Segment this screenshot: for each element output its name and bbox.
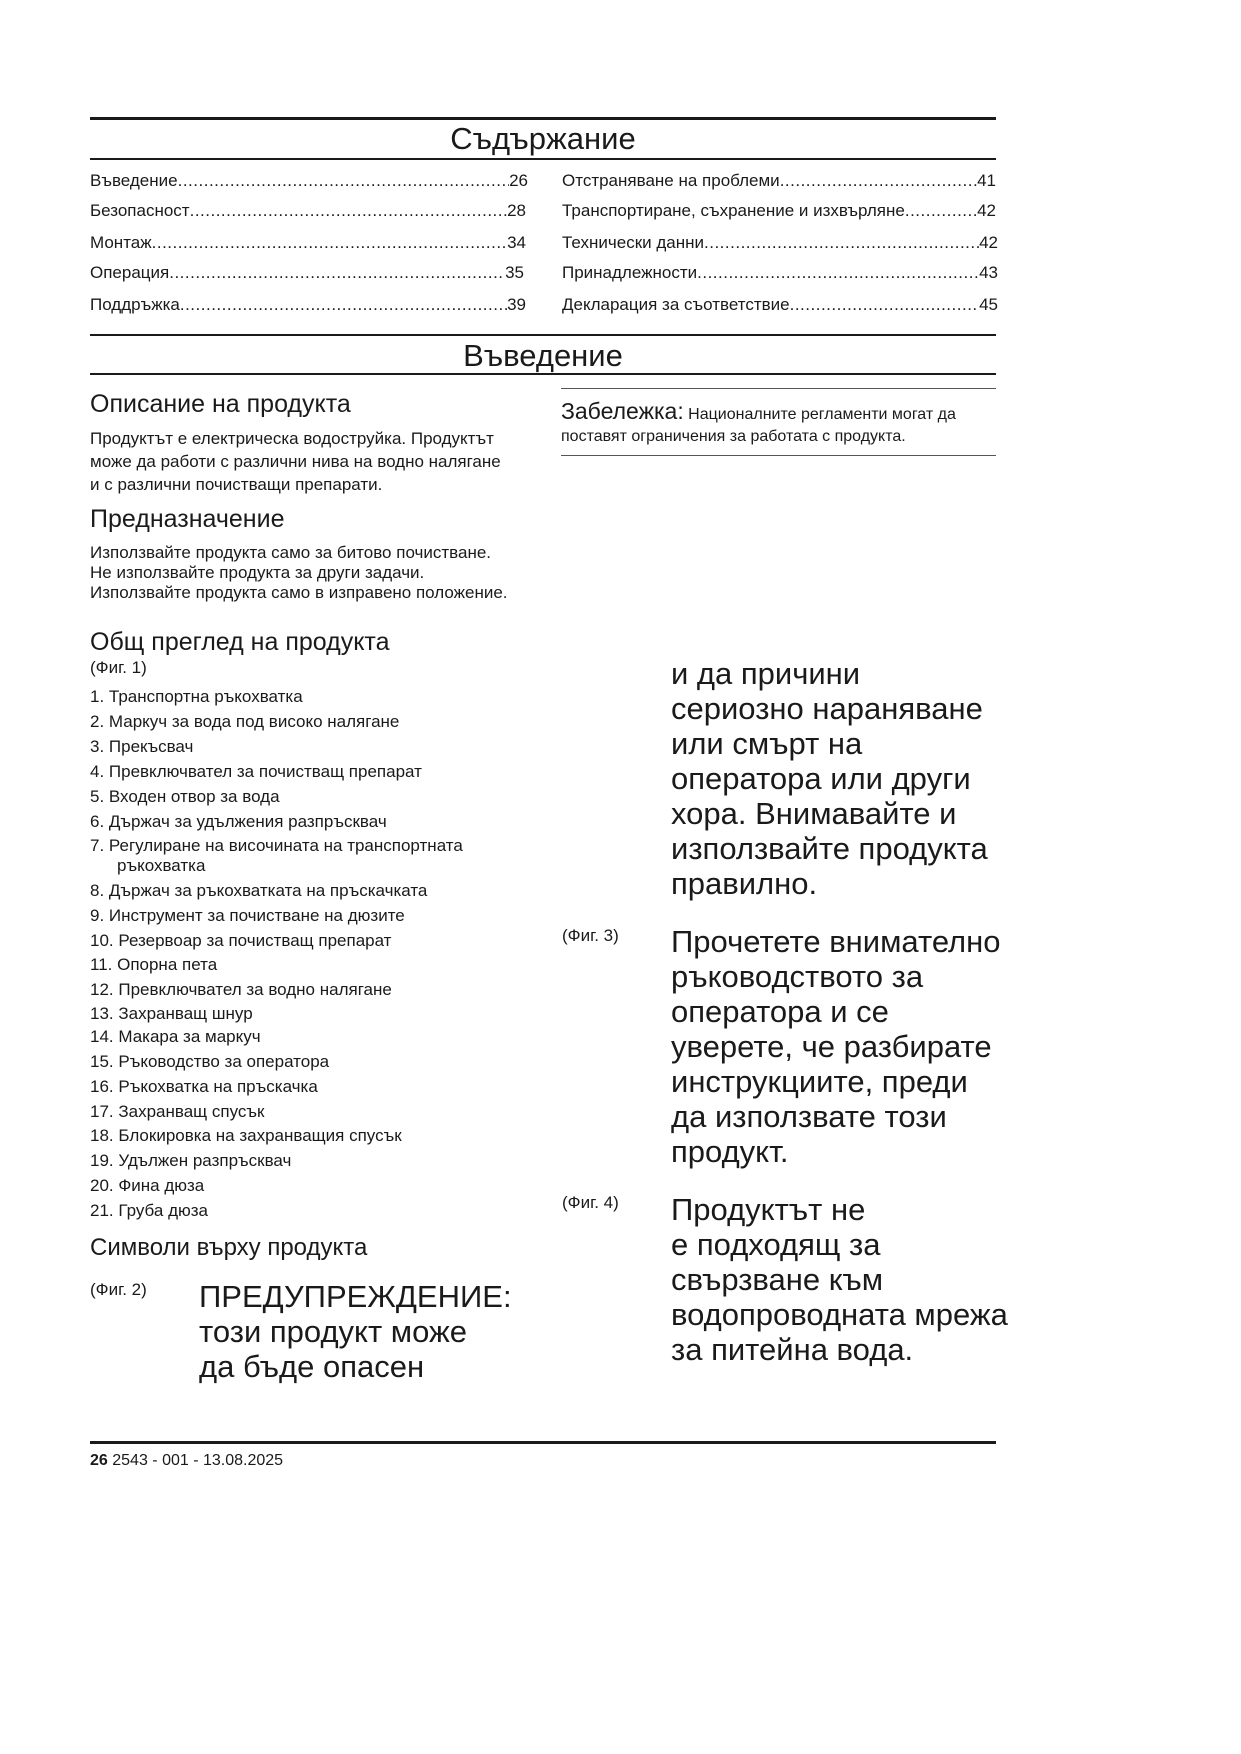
intro-top-rule xyxy=(90,334,996,336)
list-item: 13. Захранващ шнур xyxy=(90,1004,253,1023)
toc-item[interactable]: Декларация за съответствие ..... 45 xyxy=(562,295,998,315)
note-text-line1: Националните регламенти могат да xyxy=(688,406,956,423)
fig3-text: Прочетете внимателно ръководството за оператора и се уверете, че разбирате инструкциите, преди да използвате този продукт. xyxy=(671,924,1001,1169)
toc-item[interactable]: Монтаж ..... 34 xyxy=(90,233,526,253)
intro-title: Въведение xyxy=(463,338,623,373)
description-text: Продуктът е електрическа водоструйка. Продуктът може да работи с различни нива на водно налягане и с различни почистващи препарати. xyxy=(90,429,501,494)
symbols-heading: Символи върху продукта xyxy=(90,1234,368,1261)
toc-title-rule xyxy=(90,158,996,160)
fig2-warning-text: ПРЕДУПРЕЖДЕНИЕ: този продукт може да бъде опасен xyxy=(199,1279,512,1384)
list-item: 8. Държач за ръкохватката на пръскачката xyxy=(90,881,428,900)
note-top-rule xyxy=(561,388,996,389)
list-item: 12. Превключвател за водно налягане xyxy=(90,980,392,999)
list-item: 17. Захранващ спусък xyxy=(90,1102,265,1121)
footer xyxy=(90,1452,283,1470)
list-item: 10. Резервоар за почистващ препарат xyxy=(90,931,392,950)
toc-title: Съдържание xyxy=(450,121,636,156)
list-item: 5. Входен отвор за вода xyxy=(90,787,280,806)
description-heading: Описание на продукта xyxy=(90,390,351,418)
note-box xyxy=(561,398,1001,446)
list-item: 16. Ръкохватка на пръскачка xyxy=(90,1077,318,1096)
toc-item[interactable]: Въведение ..... 26 xyxy=(90,171,528,191)
fig4-ref: (Фиг. 4) xyxy=(562,1193,619,1212)
fig4-text: Продуктът не е подходящ за свързване към водопроводната мрежа за питейна вода. xyxy=(671,1192,1008,1367)
fig2-ref: (Фиг. 2) xyxy=(90,1280,147,1299)
overview-heading: Общ преглед на продукта xyxy=(90,628,390,656)
note-text-line2: поставят ограничения за работата с продукта. xyxy=(561,428,906,445)
footer-rule xyxy=(90,1441,996,1444)
list-item: 18. Блокировка на захранващия спусък xyxy=(90,1126,402,1145)
toc-top-rule xyxy=(90,117,996,120)
list-item: 14. Макара за маркуч xyxy=(90,1027,261,1046)
list-item: 21. Груба дюза xyxy=(90,1201,209,1220)
toc-item[interactable]: Транспортиране, съхранение и изхвърляне ..... 42 xyxy=(562,201,996,221)
toc-item[interactable]: Безопасност ..... 28 xyxy=(90,201,526,221)
fig2-warning-continued: и да причини сериозно нараняване или смърт на оператора или други хора. Внимавайте и използвайте продукта правилно. xyxy=(671,656,988,901)
fig3-ref: (Фиг. 3) xyxy=(562,926,619,945)
list-item: 9. Инструмент за почистване на дюзите xyxy=(90,906,405,925)
toc-item[interactable]: Поддръжка ..... 39 xyxy=(90,295,526,315)
list-item: 20. Фина дюза xyxy=(90,1176,205,1195)
toc-item[interactable]: Отстраняване на проблеми ..... 41 xyxy=(562,171,996,191)
intro-title-rule xyxy=(90,373,996,375)
purpose-text: Използвайте продукта само за битово почистване. Не използвайте продукта за други задачи. Използвайте продукта само в изправено положение. xyxy=(90,543,508,602)
toc-item[interactable]: Принадлежности ..... 43 xyxy=(562,263,998,283)
document-id: 2543 - 001 - 13.08.2025 xyxy=(112,1452,284,1469)
toc-item[interactable]: Операция ..... 35 xyxy=(90,263,524,283)
list-item: 6. Държач за удължения разпръсквач xyxy=(90,812,387,831)
list-item: 2. Маркуч за вода под високо налягане xyxy=(90,712,400,731)
toc-item[interactable]: Технически данни ..... 42 xyxy=(562,233,998,253)
list-item: 15. Ръководство за оператора xyxy=(90,1052,330,1071)
list-item: 7. Регулиране на височината на транспортната xyxy=(90,836,463,855)
purpose-heading: Предназначение xyxy=(90,505,285,533)
overview-fig-ref: (Фиг. 1) xyxy=(90,658,147,677)
list-item: 11. Опорна пета xyxy=(90,955,218,974)
list-item: 3. Прекъсвач xyxy=(90,737,194,756)
list-item: 19. Удължен разпръсквач xyxy=(90,1151,292,1170)
list-item: 4. Превключвател за почистващ препарат xyxy=(90,762,422,781)
page-number: 26 xyxy=(90,1452,108,1469)
list-item: 1. Транспортна ръкохватка xyxy=(90,687,303,706)
note-bottom-rule xyxy=(561,455,996,456)
list-item: ръкохватка xyxy=(117,856,206,875)
note-label: Забележка: xyxy=(561,398,684,424)
